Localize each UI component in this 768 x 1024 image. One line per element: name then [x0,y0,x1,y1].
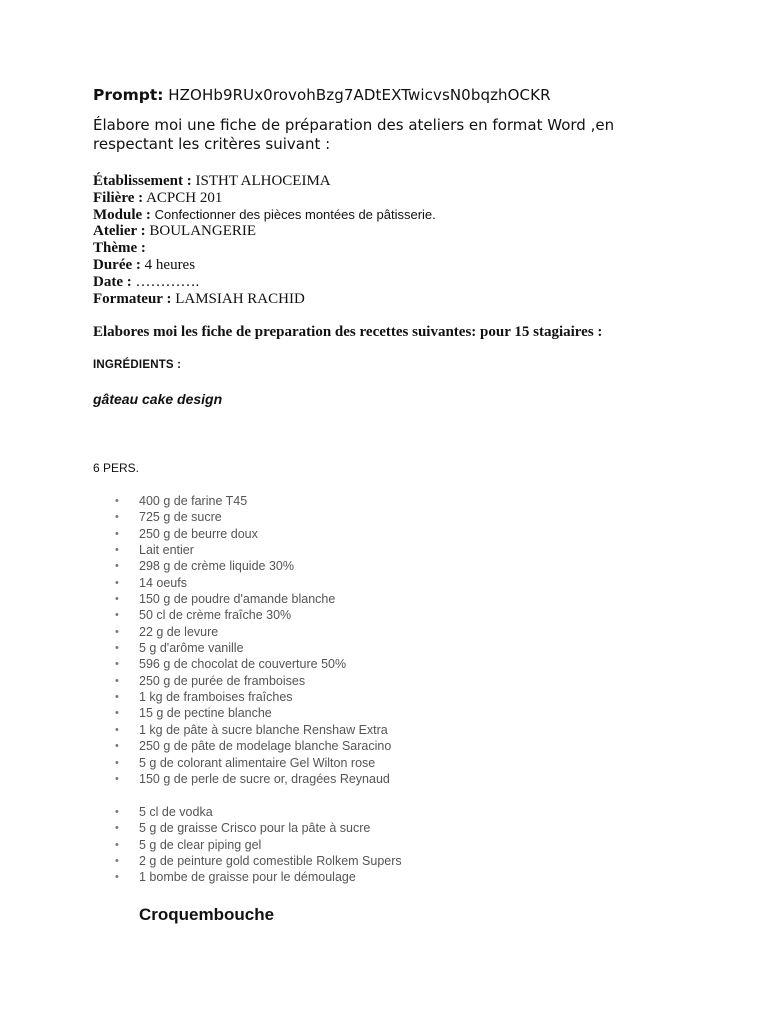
meta-value: ISTHT ALHOCEIMA [195,173,331,189]
meta-row-theme [93,240,436,257]
meta-key: Atelier : [93,223,146,240]
list-item: • 5 g de clear piping gel [93,837,402,853]
meta-key: Formateur : [93,290,172,307]
meta-value: LAMSIAH RACHID [175,290,305,307]
intro-text: Élabore moi une fiche de préparation des ateliers en format Word ,en respectant les critères suivant : [93,116,615,153]
list-item: • 725 g de sucre [93,509,391,525]
meta-key: Thème : [93,240,146,257]
meta-row-filiere [93,190,436,207]
list-item: • 50 cl de crème fraîche 30% [93,607,391,623]
list-item: • 400 g de farine T45 [93,493,391,509]
list-item: • Lait entier [93,542,391,558]
meta-value: BOULANGERIE [149,223,257,240]
list-item: • 596 g de chocolat de couverture 50% [93,656,391,672]
meta-block [93,173,436,307]
servings-label: 6 PERS. [93,461,140,475]
list-item: • 150 g de perle de sucre or, dragées Reynaud [93,771,391,787]
meta-row-formateur [93,291,436,308]
list-item: • 5 cl de vodka [93,804,402,820]
ingredient-list-main [93,493,391,787]
recipes-request-title: Elabores moi les fiche de preparation des recettes suivantes: pour 15 stagiaires : [93,324,603,340]
list-item: • 2 g de peinture gold comestible Rolkem Supers [93,853,402,869]
ingredient-list-decoration [93,804,402,886]
list-item: • 15 g de pectine blanche [93,705,391,721]
list-item: • 5 g de colorant alimentaire Gel Wilton rose [93,755,391,771]
meta-row-date [93,274,436,291]
meta-row-etablissement [93,173,436,190]
prompt-label: Prompt: [93,86,164,104]
list-item: • 250 g de beurre doux [93,526,391,542]
meta-row-module [93,207,436,224]
list-item: • 150 g de poudre d'amande blanche [93,591,391,607]
list-item: • 1 kg de framboises fraîches [93,689,391,705]
meta-key: Filière : [93,189,144,206]
meta-key: Module : [93,206,151,223]
meta-row-duree [93,257,436,274]
meta-value: 4 heures [144,256,196,273]
meta-value: ACPCH 201 [146,189,223,206]
meta-key: Établissement : [93,173,192,189]
list-item: • 1 kg de pâte à sucre blanche Renshaw Extra [93,722,391,738]
meta-row-atelier [93,223,436,240]
list-item: • 298 g de crème liquide 30% [93,558,391,574]
meta-value: …………. [135,273,200,290]
prompt-line [93,86,551,104]
meta-value: Confectionner des pièces montées de pâtisserie. [154,206,436,222]
meta-key: Date : [93,273,132,290]
list-item: • 14 oeufs [93,575,391,591]
recipe-title-cake: gâteau cake design [93,391,223,407]
recipe-title-croquembouche: Croquembouche [139,905,275,924]
list-item: • 22 g de levure [93,624,391,640]
list-item: • 5 g de graisse Crisco pour la pâte à sucre [93,820,402,836]
prompt-code: HZOHb9RUx0rovohBzg7ADtEXTwicvsN0bqzhOCKR [168,86,551,104]
ingredients-heading: INGRÉDIENTS : [93,359,182,371]
list-item: • 250 g de pâte de modelage blanche Saracino [93,738,391,754]
list-item: • 250 g de purée de framboises [93,673,391,689]
meta-key: Durée : [93,256,141,273]
list-item: • 5 g d'arôme vanille [93,640,391,656]
list-item: • 1 bombe de graisse pour le démoulage [93,869,402,885]
